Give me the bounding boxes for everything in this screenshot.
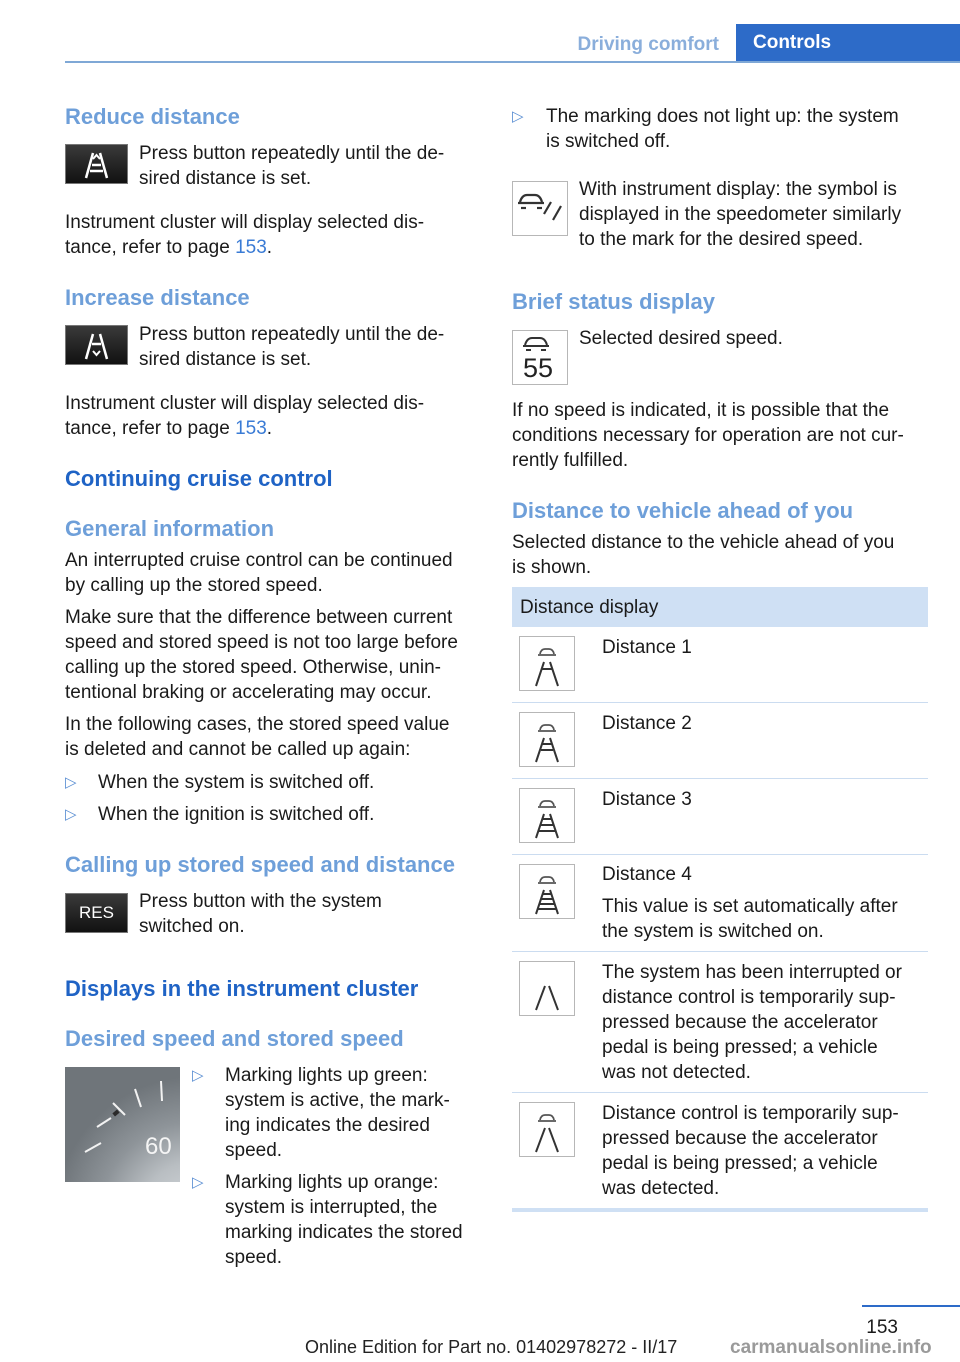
- distance-table-header: [512, 587, 928, 627]
- increase-cluster-text-2: tance, refer to page 153.: [65, 418, 273, 439]
- table-row-divider: [512, 778, 928, 779]
- distance-p-l1: Selected distance to the vehicle ahead of you: [512, 532, 895, 553]
- footer-rule: [862, 1305, 960, 1307]
- increase-cluster-text-1: Instrument cluster will display selected dis‐: [65, 393, 425, 414]
- distance-4-icon: [519, 864, 575, 919]
- table-row-text: This value is set automatically after: [602, 896, 898, 917]
- table-row-divider: [512, 1092, 928, 1093]
- bullet-text: When the system is switched off.: [98, 772, 375, 793]
- bullet-text: When the ignition is switched off.: [98, 804, 375, 825]
- speedometer-image: [65, 1067, 180, 1182]
- table-row-text: Distance 4: [602, 864, 692, 885]
- table-row-text: Distance 2: [602, 713, 692, 734]
- desired-b1-l1: Marking lights up green:: [225, 1065, 428, 1086]
- instr-l2: displayed in the speedometer similarly: [579, 204, 902, 225]
- marking-off-l1: The marking does not light up: the system: [546, 106, 899, 127]
- general-p2-l2: speed and stored speed is not too large before: [65, 632, 458, 653]
- bullet-triangle-icon: ▷: [192, 1174, 204, 1191]
- car-distance-icon: [513, 182, 567, 235]
- footer-edition: Online Edition for Part no. 01402978272 - II/17: [305, 1337, 678, 1357]
- calling-up-heading: Calling up stored speed and distance: [65, 852, 455, 877]
- distance-bars-icon: [520, 637, 574, 690]
- gauge-number: 60: [145, 1133, 172, 1160]
- bullet-triangle-icon: ▷: [512, 108, 524, 125]
- brief-status-symbol-box: [512, 330, 568, 385]
- bullet-triangle-icon: ▷: [65, 806, 77, 823]
- table-row-text: pressed because the accelerator: [602, 1128, 878, 1149]
- instr-l3: to the mark for the desired speed.: [579, 229, 864, 250]
- car-speed-icon: [513, 333, 567, 353]
- bullet-triangle-icon: ▷: [65, 774, 77, 791]
- table-row-text: pedal is being pressed; a vehicle: [602, 1153, 878, 1174]
- desired-speed-heading: Desired speed and stored speed: [65, 1026, 404, 1051]
- res-button-image: [65, 893, 128, 933]
- distance-bars-icon: [520, 713, 574, 766]
- general-p1-l1: An interrupted cruise control can be continued: [65, 550, 453, 571]
- header-rule: [65, 61, 960, 63]
- distance-1-icon: [519, 636, 575, 691]
- desired-b2-l2: system is interrupted, the: [225, 1197, 438, 1218]
- page-link[interactable]: 153: [235, 418, 267, 439]
- reduce-distance-text-1: Press button repeatedly until the de‐: [139, 143, 445, 164]
- calling-text-2: switched on.: [139, 916, 245, 937]
- marking-off-l2: is switched off.: [546, 131, 671, 152]
- distance-2-icon: [519, 712, 575, 767]
- distance-vehicle-heading: Distance to vehicle ahead of you: [512, 498, 854, 523]
- table-row-text: the system is switched on.: [602, 921, 824, 942]
- reduce-cluster-text-1: Instrument cluster will display selected dis‐: [65, 212, 425, 233]
- general-p1-l2: by calling up the stored speed.: [65, 575, 323, 596]
- table-row-text: distance control is temporarily sup‐: [602, 987, 896, 1008]
- table-row-text: pedal is being pressed; a vehicle: [602, 1037, 878, 1058]
- header-section-title: Driving comfort: [577, 34, 719, 55]
- brief-p-l2: conditions necessary for operation are not cur‐: [512, 425, 904, 446]
- continuing-cruise-heading: Continuing cruise control: [65, 466, 333, 491]
- table-header-label: Distance display: [520, 597, 659, 618]
- increase-distance-text-2: sired distance is set.: [139, 349, 312, 370]
- table-row-text: Distance 3: [602, 789, 692, 810]
- desired-b1-l3: ing indicates the desired: [225, 1115, 430, 1136]
- table-row-text: Distance control is temporarily sup‐: [602, 1103, 899, 1124]
- general-information-heading: General information: [65, 516, 275, 541]
- interrupted-icon: [519, 961, 575, 1016]
- vehicle-detected-icon: [519, 1102, 575, 1157]
- table-row-text: was not detected.: [602, 1062, 751, 1083]
- lanes-icon: [520, 962, 574, 1015]
- bullet-triangle-icon: ▷: [192, 1067, 204, 1084]
- page-number: 153: [866, 1317, 898, 1338]
- table-row-text: The system has been interrupted or: [602, 962, 902, 983]
- desired-b2-l4: speed.: [225, 1247, 283, 1268]
- table-row-text: Distance 1: [602, 637, 692, 658]
- instrument-symbol-box: [512, 181, 568, 236]
- reduce-distance-button-image: [65, 144, 128, 184]
- desired-b2-l3: marking indicates the stored: [225, 1222, 463, 1243]
- desired-b1-l4: speed.: [225, 1140, 283, 1161]
- increase-distance-button-image: [65, 325, 128, 365]
- calling-text-1: Press button with the system: [139, 891, 382, 912]
- table-row-divider: [512, 702, 928, 703]
- general-p2-l3: calling up the stored speed. Otherwise, unin‐: [65, 657, 441, 678]
- brief-p-l1: If no speed is indicated, it is possible that the: [512, 400, 890, 421]
- desired-b1-l2: system is active, the mark‐: [225, 1090, 450, 1111]
- brief-p-l3: rently fulfilled.: [512, 450, 629, 471]
- reduce-distance-text-2: sired distance is set.: [139, 168, 312, 189]
- table-bottom-rule: [512, 1208, 928, 1212]
- distance-bars-icon: [520, 789, 574, 842]
- table-row-text: pressed because the accelerator: [602, 1012, 878, 1033]
- instr-l1: With instrument display: the symbol is: [579, 179, 897, 200]
- general-p2-l4: tentional braking or accelerating may occur.: [65, 682, 432, 703]
- header-chapter-tab: Controls: [736, 24, 960, 62]
- increase-distance-text-1: Press button repeatedly until the de‐: [139, 324, 445, 345]
- table-row-divider: [512, 951, 928, 952]
- distance-road-icon: [66, 326, 127, 364]
- table-row-text: was detected.: [602, 1178, 720, 1199]
- reduce-cluster-text-2: tance, refer to page 153.: [65, 237, 273, 258]
- watermark: carmanualsonline.info: [730, 1337, 932, 1358]
- page-link[interactable]: 153: [235, 237, 267, 258]
- distance-bars-icon: [520, 865, 574, 918]
- res-label: RES: [79, 903, 114, 922]
- distance-road-icon: [66, 145, 127, 183]
- table-row-divider: [512, 854, 928, 855]
- general-p3-l2: is deleted and cannot be called up again:: [65, 739, 411, 760]
- brief-status-text: Selected desired speed.: [579, 328, 783, 349]
- speedometer-ticks-icon: [65, 1067, 180, 1182]
- displays-heading: Displays in the instrument cluster: [65, 976, 419, 1001]
- general-p2-l1: Make sure that the difference between current: [65, 607, 453, 628]
- reduce-distance-heading: Reduce distance: [65, 104, 240, 129]
- brief-status-heading: Brief status display: [512, 289, 715, 314]
- general-p3-l1: In the following cases, the stored speed value: [65, 714, 450, 735]
- brief-icon-number: 55: [523, 353, 554, 383]
- distance-p-l2: is shown.: [512, 557, 592, 578]
- increase-distance-heading: Increase distance: [65, 285, 250, 310]
- distance-3-icon: [519, 788, 575, 843]
- car-lanes-icon: [520, 1103, 574, 1156]
- desired-b2-l1: Marking lights up orange:: [225, 1172, 439, 1193]
